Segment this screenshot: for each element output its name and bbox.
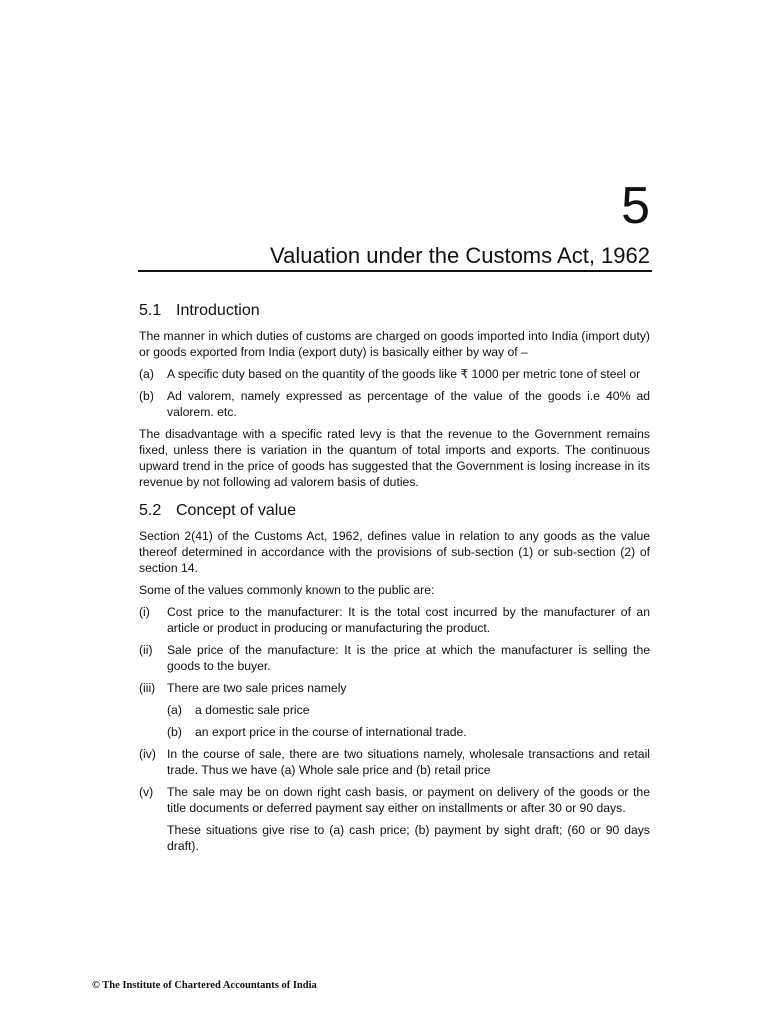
list-label: (iv) — [139, 747, 156, 761]
sub-list-text: a domestic sale price — [195, 703, 310, 717]
section-title: Concept of value — [176, 502, 297, 519]
closing-paragraph: These situations give rise to (a) cash price; (b) payment by sight draft; (60 or 90 days draft). — [167, 823, 650, 853]
list-item — [139, 642, 650, 674]
list-label: (iii) — [139, 681, 156, 695]
list-item — [139, 680, 650, 696]
list-text: There are two sale prices namely — [167, 681, 347, 695]
section-heading-introduction — [139, 300, 650, 322]
list-label: (ii) — [139, 643, 153, 657]
paragraph: The disadvantage with a specific rated levy is that the revenue to the Government remains fixed, unless there is variation in the quantum of total imports and exports. The continuous upward trend in the price of goods has suggested that the Government is losing increase in its revenue by not following ad valorem basis of duties. — [139, 427, 650, 489]
list-label: (v) — [139, 785, 154, 799]
chapter-title: Valuation under the Customs Act, 1962 — [270, 243, 650, 268]
list-item — [139, 366, 650, 382]
body-content — [139, 300, 650, 860]
list-label: (b) — [139, 389, 154, 403]
list-label: (i) — [139, 605, 150, 619]
chapter-number: 5 — [621, 177, 650, 235]
sub-list-item — [167, 702, 650, 718]
list-label: (a) — [139, 367, 154, 381]
list-item — [139, 746, 650, 778]
list-item — [139, 388, 650, 420]
sub-list-label: (b) — [167, 725, 182, 739]
section-number: 5.2 — [139, 502, 162, 519]
list-text: Ad valorem, namely expressed as percentage of the value of the goods i.e 40% ad valorem. etc. — [167, 389, 650, 419]
list-text: In the course of sale, there are two situations namely, wholesale transactions and retail trade. Thus we have (a) Whole sale price and (b) retail price — [167, 747, 650, 777]
paragraph: Some of the values commonly known to the public are: — [139, 583, 435, 597]
list-text: Cost price to the manufacturer: It is the total cost incurred by the manufacturer of an article or product in producing or manufacturing the product. — [167, 605, 650, 635]
copyright-footer: © The Institute of Chartered Accountants of India — [92, 980, 317, 991]
list-text: A specific duty based on the quantity of the goods like ₹ 1000 per metric tone of steel or — [167, 367, 641, 381]
section-number: 5.1 — [139, 302, 162, 319]
sub-list-text: an export price in the course of international trade. — [195, 725, 467, 739]
sub-list-item — [167, 724, 650, 740]
list-item — [139, 604, 650, 636]
list-text: The sale may be on down right cash basis, or payment on delivery of the goods or the title documents or deferred payment say either on installments or after 30 or 90 days. — [167, 785, 650, 815]
section-title: Introduction — [176, 302, 260, 319]
paragraph: The manner in which duties of customs are charged on goods imported into India (import duty) or goods exported from India (export duty) is basically either by way of – — [139, 329, 650, 359]
list-item — [139, 784, 650, 816]
paragraph: Section 2(41) of the Customs Act, 1962, defines value in relation to any goods as the value thereof determined in accordance with the provisions of sub-section (1) or sub-section (2) of section 14. — [139, 529, 650, 575]
section-heading-concept-of-value — [139, 500, 650, 522]
title-rule — [138, 270, 652, 272]
sub-list-label: (a) — [167, 703, 182, 717]
list-text: Sale price of the manufacture: It is the price at which the manufacturer is selling the goods to the buyer. — [167, 643, 650, 673]
